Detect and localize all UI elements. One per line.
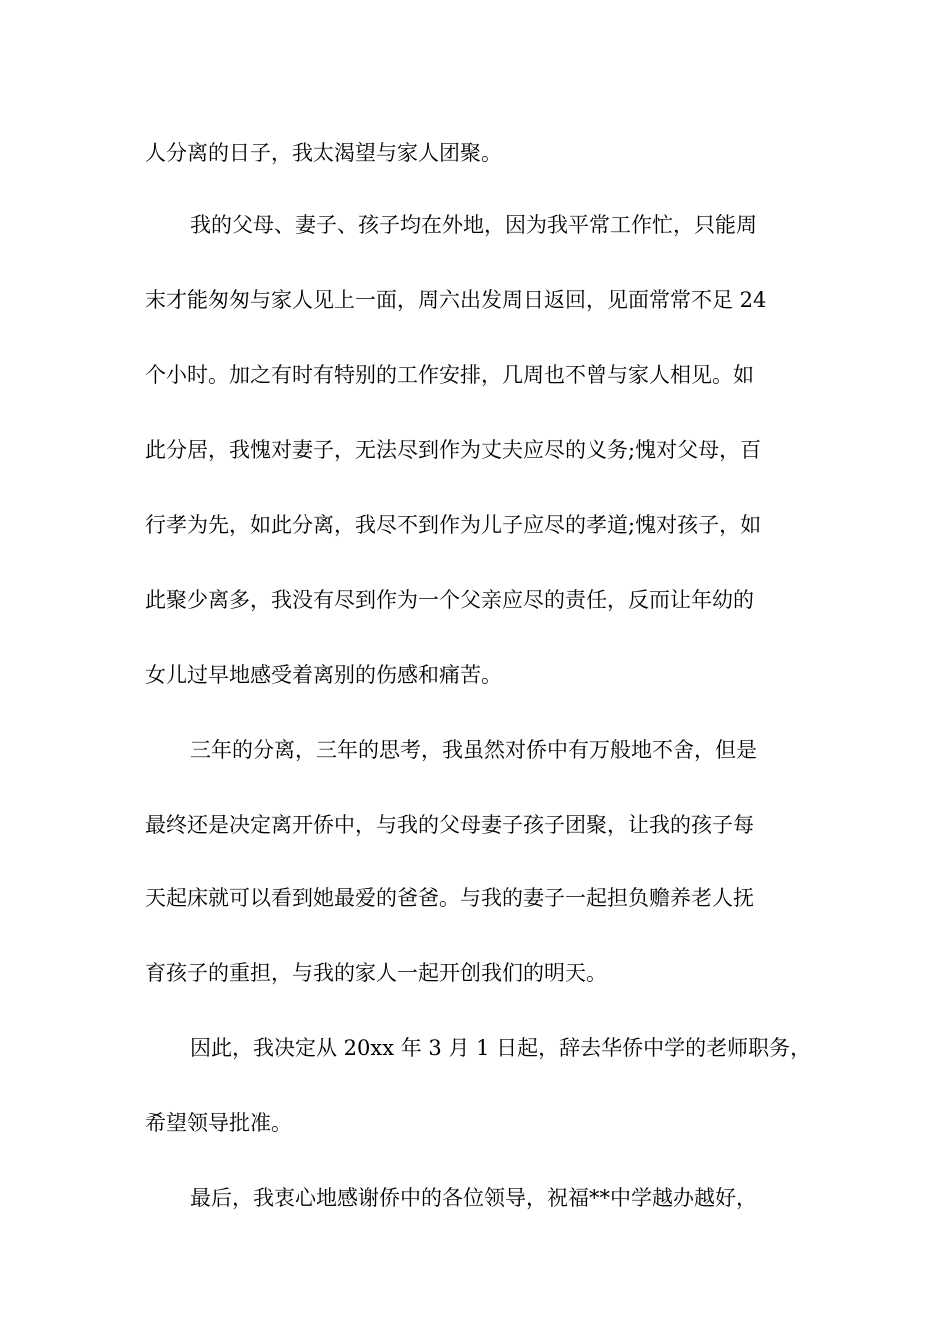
text-line: 个小时。加之有时有特别的工作安排，几周也不曾与家人相见。如 <box>145 363 754 387</box>
text-line: 女儿过早地感受着离别的伤感和痛苦。 <box>145 663 502 687</box>
text-line: 希望领导批准。 <box>145 1111 292 1135</box>
text-line: 天起床就可以看到她最爱的爸爸。与我的妻子一起担负赡养老人抚 <box>145 886 754 910</box>
paragraph-start: 我的父母、妻子、孩子均在外地，因为我平常工作忙，只能周 <box>190 213 757 237</box>
text-line: 末才能匆匆与家人见上一面，周六出发周日返回，见面常常不足 24 <box>145 288 767 312</box>
paragraph-start: 三年的分离，三年的思考，我虽然对侨中有万般地不舍，但是 <box>190 738 757 762</box>
text-line: 人分离的日子，我太渴望与家人团聚。 <box>145 141 502 165</box>
paragraph-start: 最后，我衷心地感谢侨中的各位领导，祝福**中学越办越好， <box>190 1186 757 1210</box>
text-line: 最终还是决定离开侨中，与我的父母妻子孩子团聚，让我的孩子每 <box>145 813 754 837</box>
paragraph-start: 因此，我决定从 20xx 年 3 月 1 日起，辞去华侨中学的老师职务， <box>190 1036 812 1060</box>
text-line: 此分居，我愧对妻子，无法尽到作为丈夫应尽的义务;愧对父母，百 <box>145 438 762 462</box>
text-line: 育孩子的重担，与我的家人一起开创我们的明天。 <box>145 961 607 985</box>
text-line: 行孝为先，如此分离，我尽不到作为儿子应尽的孝道;愧对孩子，如 <box>145 513 762 537</box>
text-line: 此聚少离多，我没有尽到作为一个父亲应尽的责任，反而让年幼的 <box>145 588 754 612</box>
